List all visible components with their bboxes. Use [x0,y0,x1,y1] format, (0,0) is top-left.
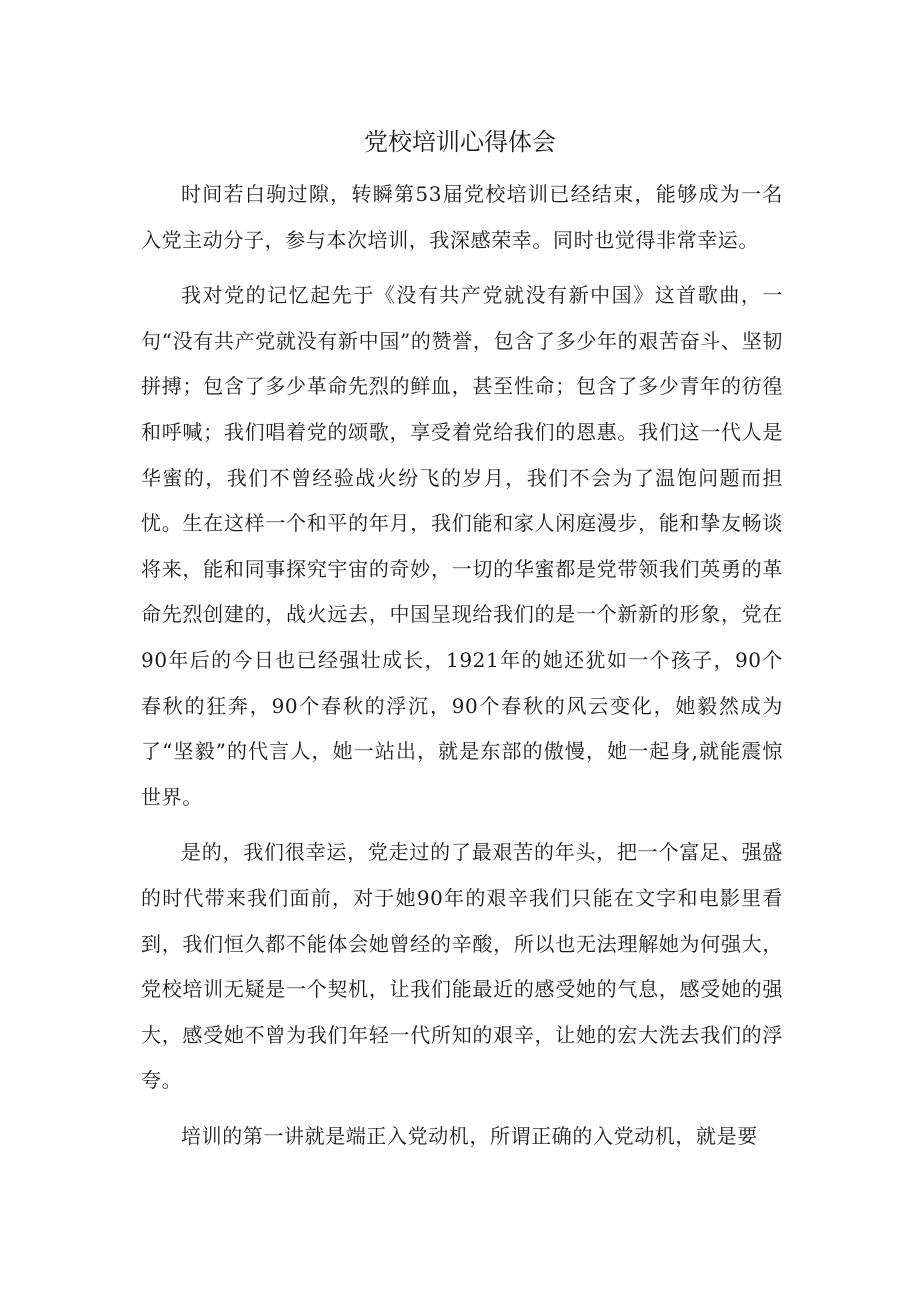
paragraph-3: 是的，我们很幸运，党走过的了最艰苦的年头，把一个富足、强盛的时代带来我们面前，对于她90年的艰辛我们只能在文字和电影里看到，我们恒久都不能体会她曾经的辛酸，所以也无法理解她为何强大，党校培训无疑是一个契机，让我们能最近的感受她的气息，感受她的强大，感受她不曾为我们年轻一代所知的艰辛，让她的宏大洗去我们的浮夸。 [141,840,783,1093]
paragraph-2: 我对党的记忆起先于《没有共产党就没有新中国》这首歌曲，一句“没有共产党就没有新中国”的赞誉，包含了多少年的艰苦奋斗、坚韧拼搏；包含了多少革命先烈的鲜血，甚至性命；包含了多少青年的彷徨和呼喊；我们唱着党的颂歌，享受着党给我们的恩惠。我们这一代人是华蜜的，我们不曾经验战火纷飞的岁月，我们不会为了温饱问题而担忧。生在这样一个和平的年月，我们能和家人闲庭漫步，能和挚友畅谈将来，能和同事探究宇宙的奇妙，一切的华蜜都是党带领我们英勇的革命先烈创建的，战火远去，中国呈现给我们的是一个新新的形象，党在90年后的今日也已经强壮成长，1921年的她还犹如一个孩子，90个春秋的狂奔，90个春秋的浮沉，90个春秋的风云变化，她毅然成为了“坚毅”的代言人，她一站出，就是东部的傲慢，她一起身,就能震惊世界。 [141,283,783,809]
paragraph-4: 培训的第一讲就是端正入党动机，所谓正确的入党动机，就是要 [181,1123,758,1148]
paragraph-1: 时间若白驹过隙，转瞬第53届党校培训已经结束，能够成为一名入党主动分子，参与本次培训，我深感荣幸。同时也觉得非常幸运。 [141,182,783,252]
document-body [141,172,783,1159]
document-title: 党校培训心得体会 [364,128,556,156]
